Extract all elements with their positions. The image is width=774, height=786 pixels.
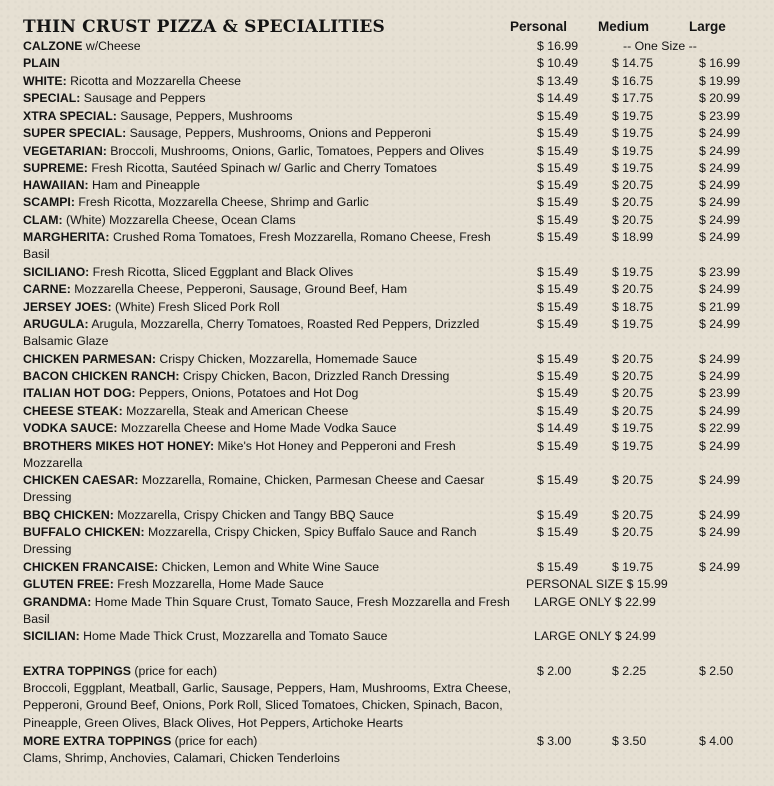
price-large: $ 24.99 <box>699 369 741 383</box>
menu-item-ingredients: Fresh Ricotta, Mozzarella Cheese, Shrimp and Garlic <box>74 195 369 209</box>
column-header-large: Large <box>689 19 726 34</box>
menu-item-ingredients: Crispy Chicken, Bacon, Drizzled Ranch Dressing <box>179 369 450 383</box>
price-large: $ 24.99 <box>699 126 741 140</box>
price-personal: $ 13.49 <box>537 74 579 88</box>
menu-item-name: SICILIANO: <box>23 265 90 279</box>
price-large: $ 24.99 <box>699 473 741 487</box>
menu-item-name: HAWAIIAN: <box>23 178 89 192</box>
menu-item-description <box>23 472 518 507</box>
menu-item-description <box>23 143 518 160</box>
price-medium: $ 19.75 <box>612 161 654 175</box>
price-large: $ 24.99 <box>699 213 741 227</box>
menu-item-name: SICILIAN: <box>23 629 80 643</box>
price-large: $ 24.99 <box>699 560 741 574</box>
menu-item-ingredients: Mozzarella, Romaine, Chicken, Parmesan Cheese and Caesar Dressing <box>23 473 485 505</box>
menu-item-ingredients: Ham and Pineapple <box>88 178 201 192</box>
price-large: $ 24.99 <box>699 317 741 331</box>
price-personal: $ 16.99 <box>537 39 579 53</box>
price-personal: $ 15.49 <box>537 508 579 522</box>
menu-item-ingredients: Fresh Ricotta, Sliced Eggplant and Black Olives <box>89 265 354 279</box>
menu-item-description <box>23 385 518 402</box>
price-large: $ 24.99 <box>699 404 741 418</box>
menu-item-ingredients: Peppers, Onions, Potatoes and Hot Dog <box>135 386 359 400</box>
price-large: $ 19.99 <box>699 74 741 88</box>
menu-item-name: VEGETARIAN: <box>23 144 107 158</box>
menu-item-name: SPECIAL: <box>23 91 81 105</box>
menu-item-description <box>23 351 518 368</box>
price-medium: $ 19.75 <box>612 421 654 435</box>
menu-item-name: SCAMPI: <box>23 195 75 209</box>
price-large: $ 16.99 <box>699 56 741 70</box>
price-personal: $ 15.49 <box>537 213 579 227</box>
price-large: $ 2.50 <box>699 664 734 678</box>
price-personal: $ 15.49 <box>537 265 579 279</box>
menu-item-description <box>23 628 518 645</box>
menu-item-ingredients: Arugula, Mozzarella, Cherry Tomatoes, Roasted Red Peppers, Drizzled Balsamic Glaze <box>23 317 480 349</box>
menu-item-name: CALZONE <box>23 39 83 53</box>
price-personal: $ 15.49 <box>537 439 579 453</box>
size-price-note: PERSONAL SIZE $ 15.99 <box>526 577 668 591</box>
menu-item-description <box>23 316 518 351</box>
menu-item-ingredients: Mike's Hot Honey and Pepperoni and Fresh Mozzarella <box>23 439 456 471</box>
price-large: $ 24.99 <box>699 144 741 158</box>
price-personal: $ 15.49 <box>537 560 579 574</box>
price-large: $ 23.99 <box>699 109 741 123</box>
menu-item-name: PLAIN <box>23 56 60 70</box>
menu-item-ingredients: Broccoli, Mushrooms, Onions, Garlic, Tomatoes, Peppers and Olives <box>106 144 484 158</box>
menu-item-description <box>23 194 518 211</box>
menu-item-description <box>23 90 518 107</box>
price-personal: $ 15.49 <box>537 126 579 140</box>
menu-item-description <box>23 559 518 576</box>
price-medium: $ 14.75 <box>612 56 654 70</box>
price-medium: $ 19.75 <box>612 109 654 123</box>
menu-item-name: GLUTEN FREE: <box>23 577 114 591</box>
price-personal: $ 15.49 <box>537 473 579 487</box>
price-medium: $ 20.75 <box>612 195 654 209</box>
price-large: $ 23.99 <box>699 386 741 400</box>
price-medium: $ 20.75 <box>612 473 654 487</box>
price-personal: $ 15.49 <box>537 161 579 175</box>
menu-item-ingredients: Sausage, Peppers, Mushrooms, Onions and Pepperoni <box>126 126 432 140</box>
menu-item-description <box>23 73 518 90</box>
size-price-note: LARGE ONLY $ 24.99 <box>534 629 656 643</box>
price-medium: $ 3.50 <box>612 734 647 748</box>
price-personal: $ 3.00 <box>537 734 572 748</box>
size-price-note: LARGE ONLY $ 22.99 <box>534 595 656 609</box>
price-large: $ 24.99 <box>699 230 741 244</box>
price-personal: $ 15.49 <box>537 109 579 123</box>
menu-item-description <box>23 403 518 420</box>
menu-item-name: MARGHERITA: <box>23 230 110 244</box>
menu-item-name: SUPER SPECIAL: <box>23 126 127 140</box>
price-medium: $ 20.75 <box>612 213 654 227</box>
extra-toppings-heading <box>23 663 518 680</box>
price-medium: $ 17.75 <box>612 91 654 105</box>
menu-item-description <box>23 420 518 437</box>
price-personal: $ 15.49 <box>537 195 579 209</box>
menu-item-ingredients: w/Cheese <box>82 39 141 53</box>
price-medium: $ 19.75 <box>612 560 654 574</box>
price-personal: $ 14.49 <box>537 91 579 105</box>
extra-toppings-list: Broccoli, Eggplant, Meatball, Garlic, Sausage, Peppers, Ham, Mushrooms, Extra Cheese, Pepperoni, Ground Beef, Onions, Pork Roll, Sliced Tomatoes, Chicken, Spinach, Bacon, Pineapple, Green Olives, Black Olives, Hot Peppers, Artichoke Hearts <box>23 681 511 730</box>
menu-item-ingredients: Crushed Roma Tomatoes, Fresh Mozzarella, Romano Cheese, Fresh Basil <box>23 230 491 262</box>
price-large: $ 21.99 <box>699 300 741 314</box>
menu-item-name: GRANDMA: <box>23 595 92 609</box>
menu-item-ingredients: Fresh Mozzarella, Home Made Sauce <box>113 577 324 591</box>
menu-item-ingredients: Sausage, Peppers, Mushrooms <box>116 109 293 123</box>
price-large: $ 24.99 <box>699 439 741 453</box>
price-medium: $ 20.75 <box>612 178 654 192</box>
extra-toppings-note: (price for each) <box>130 664 218 678</box>
price-personal: $ 10.49 <box>537 56 579 70</box>
menu-item-description <box>23 229 518 264</box>
menu-item-name: VODKA SAUCE: <box>23 421 118 435</box>
price-medium: $ 19.75 <box>612 265 654 279</box>
price-large: $ 24.99 <box>699 195 741 209</box>
menu-item-name: BUFFALO CHICKEN: <box>23 525 145 539</box>
price-large: $ 24.99 <box>699 161 741 175</box>
menu-item-description <box>23 55 518 72</box>
menu-item-ingredients: Chicken, Lemon and White Wine Sauce <box>158 560 380 574</box>
price-personal: $ 15.49 <box>537 352 579 366</box>
menu-item-description <box>23 38 518 55</box>
menu-item-ingredients: Home Made Thin Square Crust, Tomato Sauce, Fresh Mozzarella and Fresh Basil <box>23 595 510 627</box>
price-large: $ 23.99 <box>699 265 741 279</box>
price-medium: $ 2.25 <box>612 664 647 678</box>
column-header-medium: Medium <box>598 19 650 34</box>
menu-item-description <box>23 212 518 229</box>
menu-item-description <box>23 160 518 177</box>
extra-toppings-label: EXTRA TOPPINGS <box>23 664 131 678</box>
menu-item-ingredients: Mozzarella Cheese, Pepperoni, Sausage, Ground Beef, Ham <box>70 282 408 296</box>
menu-item-description <box>23 524 518 559</box>
price-large: $ 24.99 <box>699 525 741 539</box>
price-large: $ 24.99 <box>699 508 741 522</box>
price-large: $ 24.99 <box>699 352 741 366</box>
menu-item-ingredients: Mozzarella Cheese and Home Made Vodka Sauce <box>117 421 397 435</box>
price-medium: $ 20.75 <box>612 525 654 539</box>
price-personal: $ 15.49 <box>537 144 579 158</box>
price-large: $ 24.99 <box>699 282 741 296</box>
menu-item-description <box>23 438 518 473</box>
menu-item-ingredients: Mozzarella, Crispy Chicken and Tangy BBQ Sauce <box>113 508 394 522</box>
price-personal: $ 15.49 <box>537 525 579 539</box>
menu-item-name: BACON CHICKEN RANCH: <box>23 369 180 383</box>
menu-item-description <box>23 125 518 142</box>
menu-item-name: BBQ CHICKEN: <box>23 508 114 522</box>
price-personal: $ 15.49 <box>537 404 579 418</box>
price-personal: $ 15.49 <box>537 300 579 314</box>
price-medium: $ 20.75 <box>612 352 654 366</box>
more-toppings-note: (price for each) <box>171 734 258 748</box>
menu-item-name: XTRA SPECIAL: <box>23 109 117 123</box>
menu-item-description <box>23 507 518 524</box>
menu-item-name: CHICKEN PARMESAN: <box>23 352 156 366</box>
menu-item-ingredients: (White) Fresh Sliced Pork Roll <box>111 300 280 314</box>
price-medium: $ 19.75 <box>612 126 654 140</box>
price-personal: $ 15.49 <box>537 317 579 331</box>
menu-item-ingredients: Ricotta and Mozzarella Cheese <box>66 74 242 88</box>
menu-item-ingredients: Fresh Ricotta, Sautéed Spinach w/ Garlic and Cherry Tomatoes <box>87 161 437 175</box>
menu-item-name: CHEESE STEAK: <box>23 404 123 418</box>
menu-item-description <box>23 177 518 194</box>
menu-item-description <box>23 299 518 316</box>
menu-item-ingredients: Sausage and Peppers <box>80 91 206 105</box>
price-personal: $ 15.49 <box>537 230 579 244</box>
menu-title: THIN CRUST PIZZA & SPECIALITIES <box>23 17 386 37</box>
menu-item-ingredients: Mozzarella, Crispy Chicken, Spicy Buffalo Sauce and Ranch Dressing <box>23 525 477 557</box>
price-medium: $ 18.75 <box>612 300 654 314</box>
menu-item-ingredients: Home Made Thick Crust, Mozzarella and Tomato Sauce <box>79 629 388 643</box>
column-header-personal: Personal <box>510 19 568 34</box>
menu-item-description <box>23 108 518 125</box>
more-toppings-list: Clams, Shrimp, Anchovies, Calamari, Chicken Tenderloins <box>23 751 340 765</box>
price-personal: $ 15.49 <box>537 282 579 296</box>
price-large: $ 24.99 <box>699 178 741 192</box>
price-personal: $ 14.49 <box>537 421 579 435</box>
menu-item-name: ITALIAN HOT DOG: <box>23 386 136 400</box>
menu-item-name: JERSEY JOES: <box>23 300 112 314</box>
menu-item-name: CHICKEN FRANCAISE: <box>23 560 159 574</box>
menu-item-name: CHICKEN CAESAR: <box>23 473 139 487</box>
menu-item-ingredients: Mozzarella, Steak and American Cheese <box>122 404 349 418</box>
menu-item-description <box>23 264 518 281</box>
price-medium: $ 20.75 <box>612 369 654 383</box>
price-medium: $ 20.75 <box>612 282 654 296</box>
menu-item-description <box>23 576 518 593</box>
price-large: $ 22.99 <box>699 421 741 435</box>
menu-item-description <box>23 368 518 385</box>
menu-item-ingredients: (White) Mozzarella Cheese, Ocean Clams <box>62 213 296 227</box>
price-medium: $ 20.75 <box>612 508 654 522</box>
price-large: $ 20.99 <box>699 91 741 105</box>
price-personal: $ 2.00 <box>537 664 572 678</box>
price-medium: $ 19.75 <box>612 439 654 453</box>
menu-item-description <box>23 594 518 629</box>
menu-item-name: CARNE: <box>23 282 71 296</box>
menu-item-name: CLAM: <box>23 213 63 227</box>
price-medium: $ 18.99 <box>612 230 654 244</box>
menu-item-description <box>23 281 518 298</box>
price-personal: $ 15.49 <box>537 369 579 383</box>
price-medium: $ 20.75 <box>612 404 654 418</box>
price-medium: $ 19.75 <box>612 317 654 331</box>
menu-item-ingredients: Crispy Chicken, Mozzarella, Homemade Sauce <box>156 352 418 366</box>
menu-item-name: ARUGULA: <box>23 317 89 331</box>
menu-item-name: SUPREME: <box>23 161 88 175</box>
menu-item-name: BROTHERS MIKES HOT HONEY: <box>23 439 215 453</box>
more-toppings-heading <box>23 733 518 750</box>
price-personal: $ 15.49 <box>537 386 579 400</box>
price-medium: $ 20.75 <box>612 386 654 400</box>
price-large: $ 4.00 <box>699 734 734 748</box>
more-toppings-label: MORE EXTRA TOPPINGS <box>23 734 172 748</box>
price-medium: $ 16.75 <box>612 74 654 88</box>
menu-item-name: WHITE: <box>23 74 67 88</box>
price-personal: $ 15.49 <box>537 178 579 192</box>
price-medium: $ 19.75 <box>612 144 654 158</box>
one-size-note: -- One Size -- <box>623 39 697 53</box>
